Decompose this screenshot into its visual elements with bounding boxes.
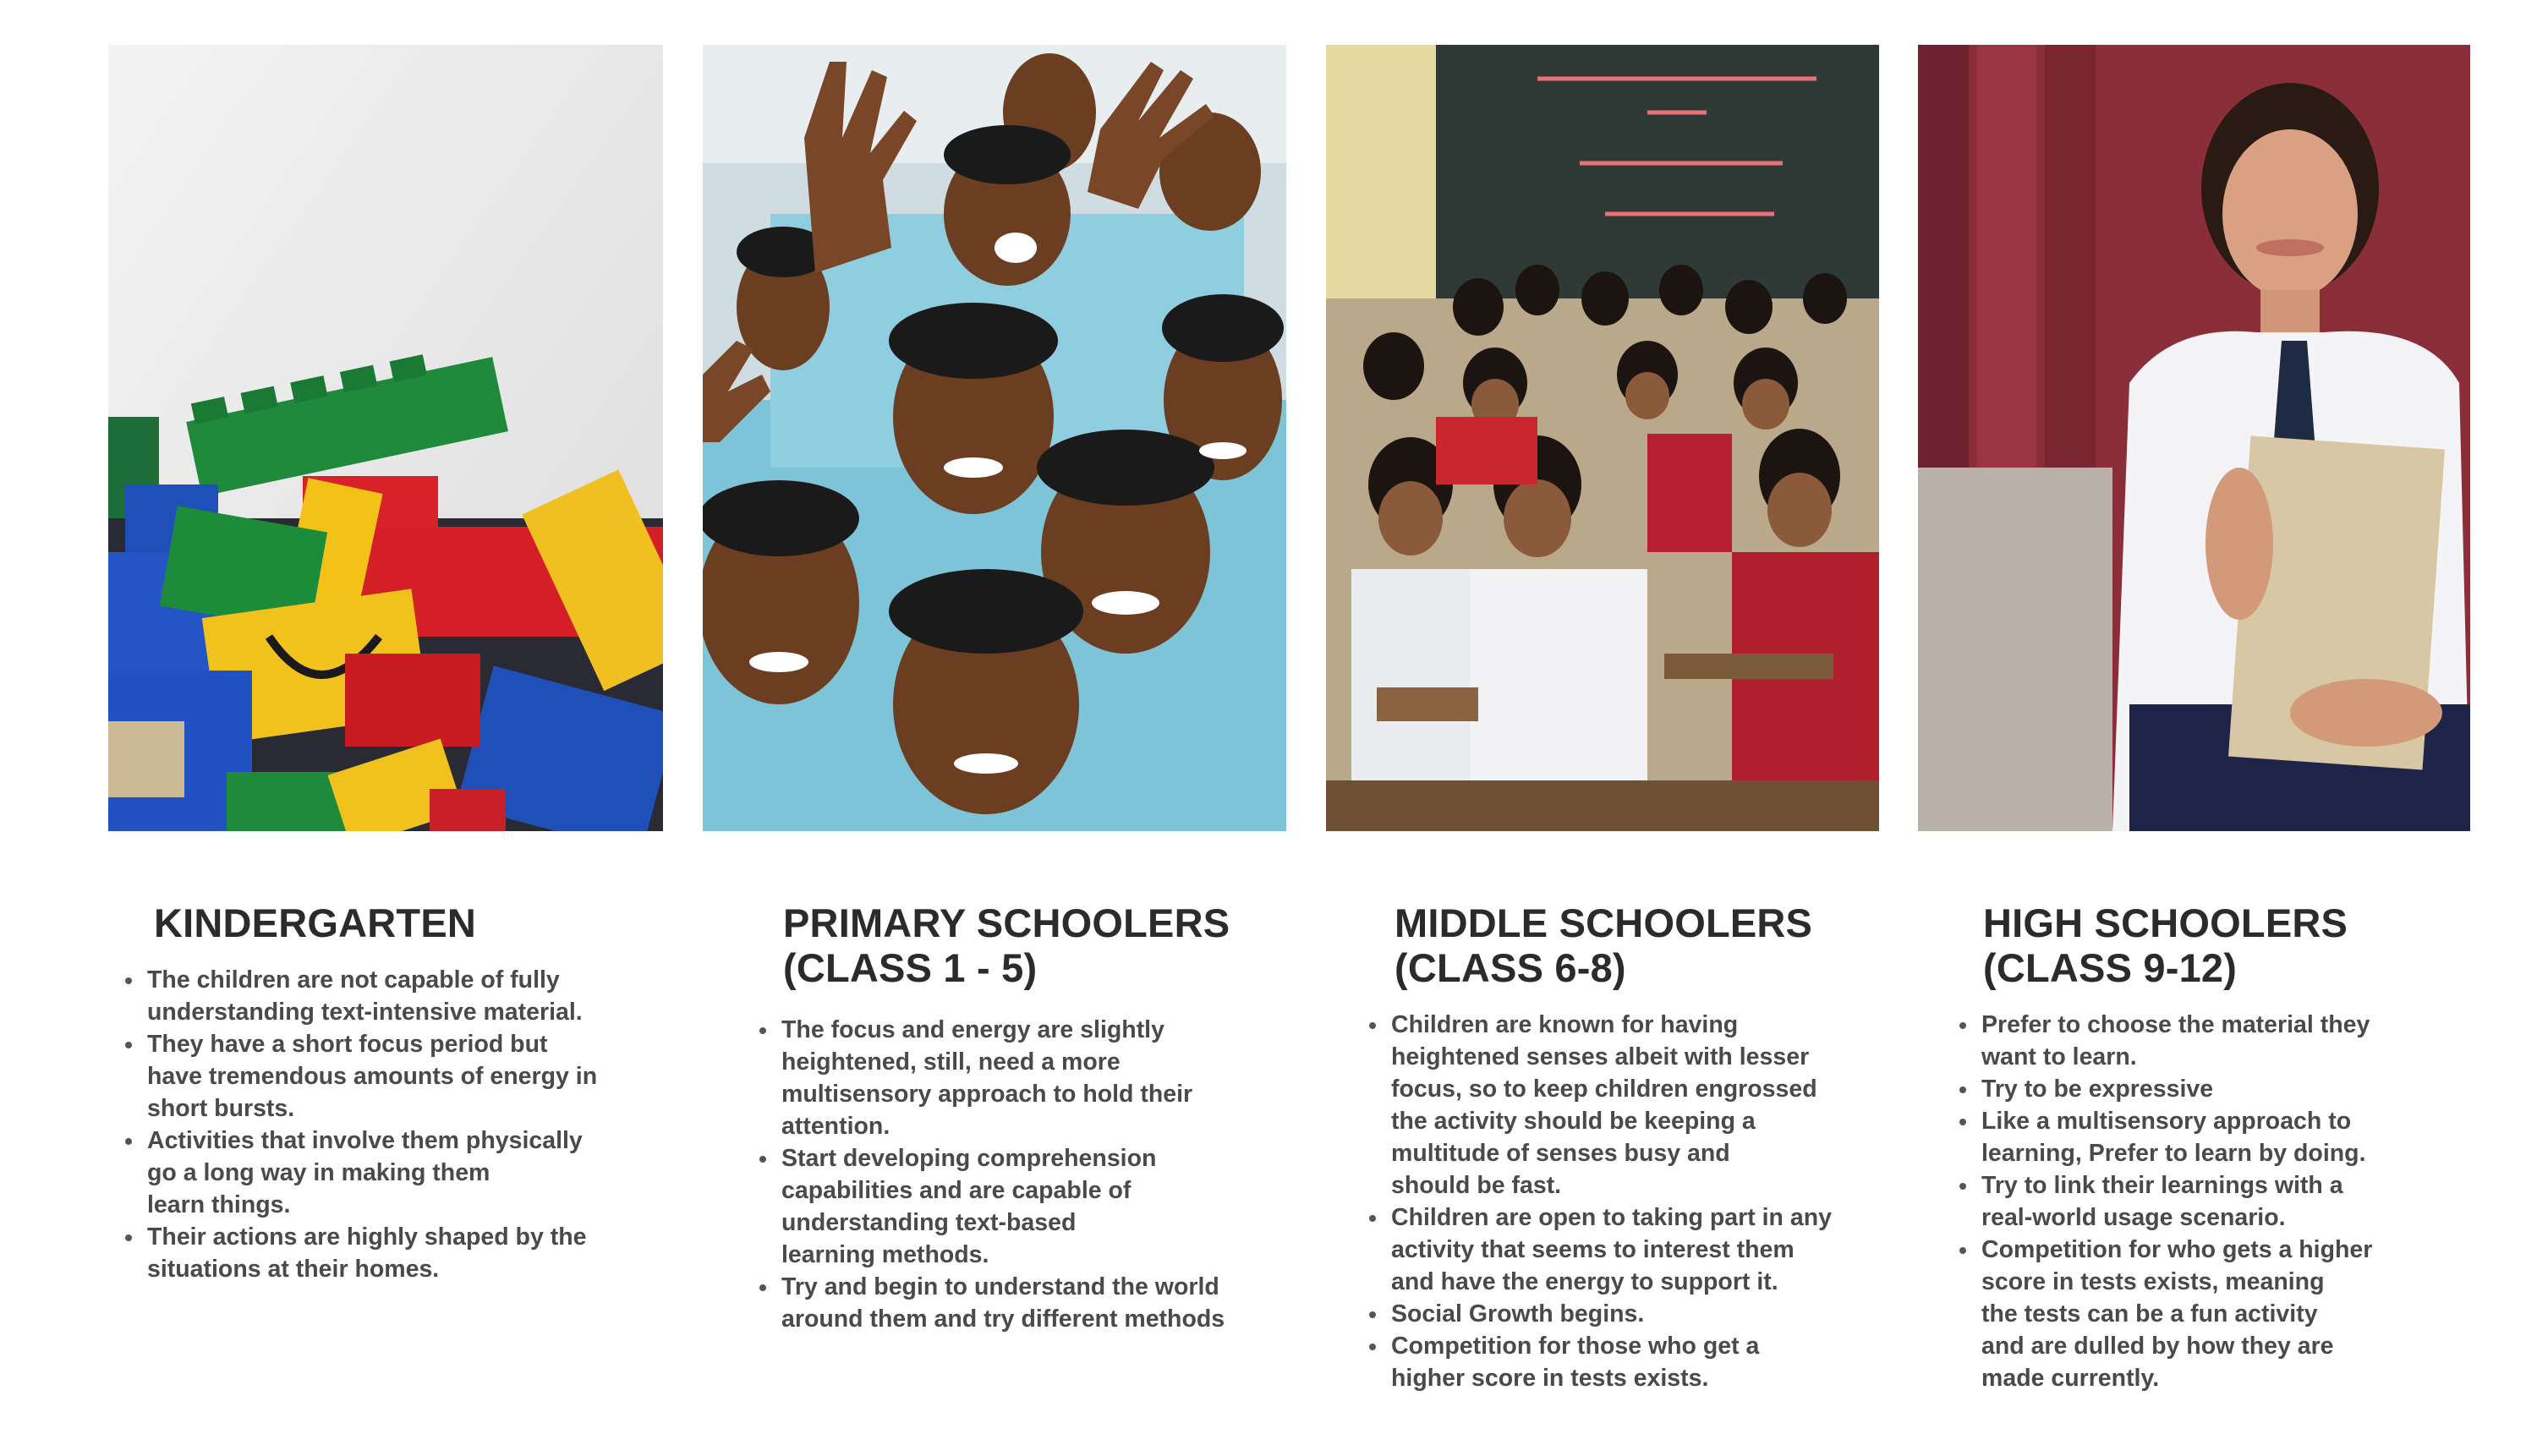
list-item: Their actions are highly shaped by the situations at their homes.	[125, 1221, 633, 1285]
bullet-list	[759, 1014, 1284, 1335]
primary-students-waving-photo	[703, 45, 1286, 831]
list-item: Start developing comprehension capabilities and are capable of understanding text-based learning methods.	[759, 1142, 1284, 1271]
lego-bricks-photo	[108, 45, 663, 831]
middle-school-classroom-photo	[1326, 45, 1879, 831]
list-item: The children are not capable of fully understanding text-intensive material.	[125, 964, 633, 1028]
bullet-list	[125, 964, 633, 1285]
high-school-student-photo	[1918, 45, 2470, 831]
list-item: Prefer to choose the material they want to learn.	[1959, 1009, 2484, 1073]
bullet-list	[1959, 1009, 2484, 1394]
card-heading: MIDDLE SCHOOLERS (CLASS 6-8)	[1395, 900, 1813, 990]
list-item: Children are open to taking part in any activity that seems to interest them and have the energy to support it.	[1369, 1201, 1893, 1298]
card-heading: HIGH SCHOOLERS (CLASS 9-12)	[1983, 900, 2348, 990]
list-item: Children are known for having heightened senses albeit with lesser focus, so to keep children engrossed the activity should be keeping a multitude of senses busy and should be fast.	[1369, 1009, 1893, 1201]
list-item: They have a short focus period but have tremendous amounts of energy in short bursts.	[125, 1028, 633, 1125]
card-kindergarten	[125, 900, 633, 1285]
card-heading: PRIMARY SCHOOLERS (CLASS 1 - 5)	[783, 900, 1230, 990]
list-item: Like a multisensory approach to learning, Prefer to learn by doing.	[1959, 1105, 2484, 1169]
list-item: Try and begin to understand the world around them and try different methods	[759, 1271, 1284, 1335]
list-item: Competition for those who get a higher score in tests exists.	[1369, 1330, 1893, 1394]
list-item: Social Growth begins.	[1369, 1298, 1893, 1330]
card-primary-schoolers	[759, 900, 1284, 1335]
list-item: The focus and energy are slightly heightened, still, need a more multisensory approach to hold their attention.	[759, 1014, 1284, 1142]
card-middle-schoolers	[1369, 900, 1893, 1394]
bullet-list	[1369, 1009, 1893, 1394]
list-item: Activities that involve them physically go a long way in making them learn things.	[125, 1125, 633, 1221]
card-high-schoolers	[1959, 900, 2484, 1394]
list-item: Try to link their learnings with a real-world usage scenario.	[1959, 1169, 2484, 1234]
card-heading: KINDERGARTEN	[154, 900, 477, 945]
list-item: Try to be expressive	[1959, 1073, 2484, 1105]
list-item: Competition for who gets a higher score in tests exists, meaning the tests can be a fun activity and are dulled by how they are made currently.	[1959, 1234, 2484, 1394]
